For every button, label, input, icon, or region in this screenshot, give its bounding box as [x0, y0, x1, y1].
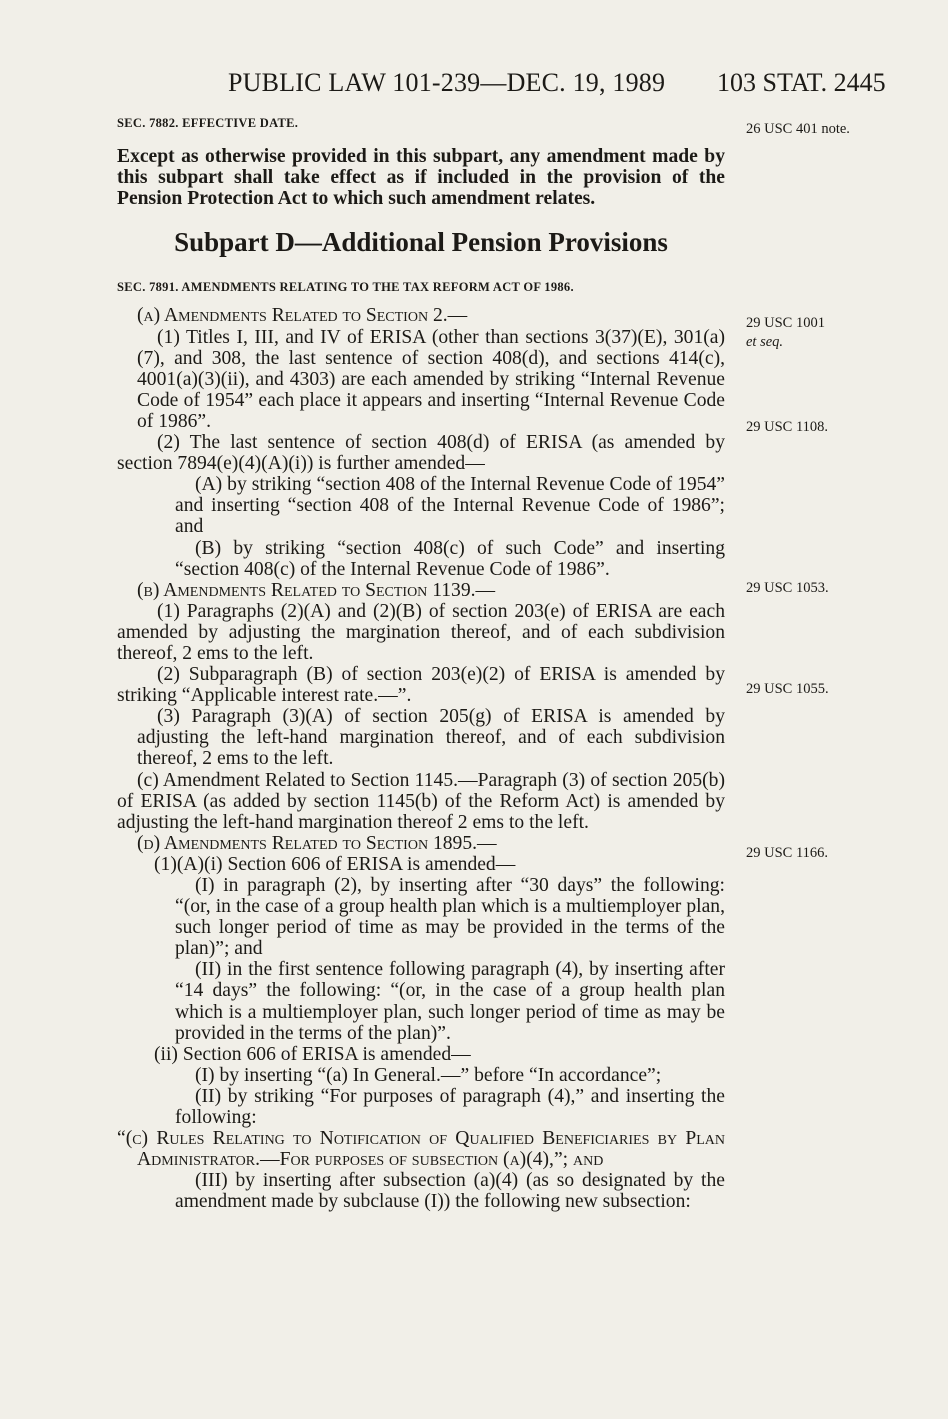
- subclause-d2-II: (II) by striking “For purposes of paragraph (4),” and inserting the following:: [175, 1085, 725, 1129]
- paragraph-b2: (2) Subparagraph (B) of section 203(e)(2) of ERISA is amended by striking “Applicable interest rate.—”.: [117, 664, 725, 707]
- subsection-c: (c) Amendment Related to Section 1145.—Paragraph (3) of section 205(b) of ERISA (as added by section 1145(b) of the Reform Act) is amended by adjusting the left-hand margination thereof 2 ems to the left.: [117, 769, 725, 833]
- page-header-stat: 103 STAT. 2445: [717, 68, 886, 97]
- page-header-title: PUBLIC LAW 101-239—DEC. 19, 1989: [228, 68, 666, 97]
- paragraph-b1: (1) Paragraphs (2)(A) and (2)(B) of section 203(e) of ERISA are each amended by adjusting the margination thereof, and of each subdivision thereof, 2 ems to the left.: [117, 600, 725, 664]
- subparagraph-a2A: (A) by striking “section 408 of the Internal Revenue Code of 1954” and inserting “section 408 of the Internal Revenue Code of 1986”; and: [175, 474, 725, 538]
- paragraph-a2: (2) The last sentence of section 408(d) of ERISA (as amended by section 7894(e)(4)(A)(i)) is further amended—: [117, 432, 725, 475]
- subclause-d1-I: (I) in paragraph (2), by inserting after “30 days” the following: “(or, in the case of a group health plan which is a multiemployer plan, such longer period of time as may be provided in the terms of the plan)”; and: [175, 875, 725, 960]
- quoted-subsection-c: “(c) Rules Relating to Notification of Qualified Beneficiaries by Plan Administrator.—For purposes of subsection (a)(4),”; and: [117, 1128, 725, 1171]
- margin-note-et-seq: et seq.: [746, 334, 784, 350]
- section-heading-7882: SEC. 7882. EFFECTIVE DATE.: [117, 116, 299, 130]
- paragraph-d1: (1)(A)(i) Section 606 of ERISA is amended—: [154, 853, 516, 875]
- margin-note-26-usc-401: 26 USC 401 note.: [746, 121, 850, 137]
- subclause-d2-III: (III) by inserting after subsection (a)(4) (as so designated by the amendment made by subclause (I)) the following new subsection:: [175, 1170, 725, 1213]
- margin-note-29-usc-1055: 29 USC 1055.: [746, 681, 829, 697]
- main-text-column: [117, 113, 725, 1213]
- section-heading-7891: SEC. 7891. AMENDMENTS RELATING TO THE TAX REFORM ACT OF 1986.: [117, 280, 574, 295]
- subsection-b-heading: (b) Amendments Related to Section 1139.—: [137, 579, 496, 601]
- subsection-a-heading: (a) Amendments Related to Section 2.—: [137, 305, 468, 327]
- subpart-title: Subpart D—Additional Pension Provisions: [174, 227, 668, 258]
- subclause-d2-I: (I) by inserting “(a) In General.—” before “In accordance”;: [195, 1064, 662, 1086]
- margin-note-29-usc-1053: 29 USC 1053.: [746, 580, 829, 596]
- paragraph-a1: (1) Titles I, III, and IV of ERISA (other than sections 3(37)(E), 301(a)(7), and 308, the last sentence of section 408(d), and sections 414(c), 4001(a)(3)(ii), and 4303) are each amended by striking “Internal Revenue Code of 1954” each place it appears and inserting “Internal Revenue Code of 1986”.: [137, 326, 725, 432]
- paragraph-b3: (3) Paragraph (3)(A) of section 205(g) of ERISA is amended by adjusting the left-hand margination thereof, and of each subdivision thereof, 2 ems to the left.: [137, 706, 725, 770]
- section-7882-text: Except as otherwise provided in this subpart, any amendment made by this subpart shall take effect as if included in the provision of the Pension Protection Act to which such amendment relates.: [117, 146, 725, 210]
- margin-note-29-usc-1166: 29 USC 1166.: [746, 845, 829, 861]
- subclause-d1-II: (II) in the first sentence following paragraph (4), by inserting after “14 days” the following: “(or, in the case of a group health plan which is a multiemployer plan, such longer period of time as may be provided in the terms of the plan)”.: [175, 959, 725, 1044]
- clause-d2: (ii) Section 606 of ERISA is amended—: [154, 1043, 471, 1065]
- subparagraph-a2B: (B) by striking “section 408(c) of such Code” and inserting “section 408(c) of the Internal Revenue Code of 1986”.: [175, 537, 725, 580]
- margin-note-29-usc-1108: 29 USC 1108.: [746, 419, 829, 435]
- subsection-d-heading: (d) Amendments Related to Section 1895.—: [137, 832, 497, 854]
- margin-note-29-usc-1001: 29 USC 1001: [746, 315, 825, 331]
